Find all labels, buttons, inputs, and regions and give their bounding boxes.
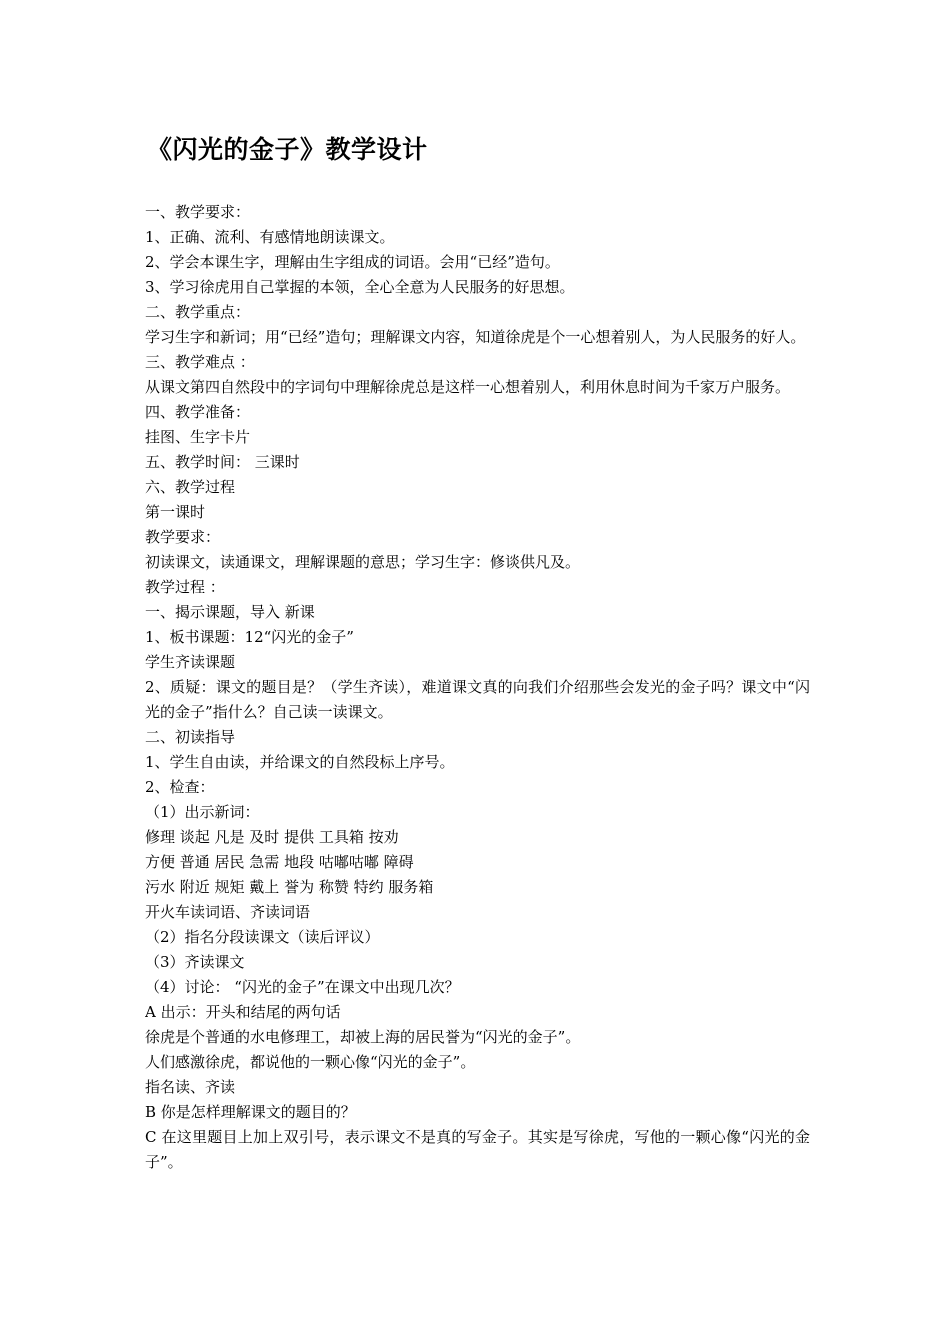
text-paragraph: 2、质疑：课文的题目是？（学生齐读），难道课文真的向我们介绍那些会发光的金子吗？课文中“闪光的金子”指什么？自己读一读课文。 [145,678,810,721]
text-line: 教学要求： [145,528,221,546]
vocabulary-line: 修理 谈起 凡是 及时 提供 工具箱 按劝 [145,828,399,846]
section-heading-key-points: 二、教学重点： [145,303,251,321]
vocabulary-line: 污水 附近 规矩 戴上 誉为 称赞 特约 服务箱 [145,878,434,896]
text-line: 初读课文，读通课文，理解课题的意思；学习生字：修谈供凡及。 [145,553,581,571]
text-paragraph: 学习生字和新词；用“已经”造句；理解课文内容，知道徐虎是个一心想着别人，为人民服务的好人。 [145,328,806,346]
document-title: 《闪光的金子》教学设计 [147,135,428,164]
text-line: 挂图、生字卡片 [145,428,251,446]
text-line: （3）齐读课文 [145,953,245,971]
text-line: 1、学生自由读，并给课文的自然段标上序号。 [145,753,455,771]
text-line: 徐虎是个普通的水电修理工，却被上海的居民誉为“闪光的金子”。 [145,1028,581,1046]
section-heading-process: 六、教学过程 [145,478,236,496]
text-paragraph: 从课文第四自然段中的字词句中理解徐虎总是这样一心想着别人，利用休息时间为千家万户服务。 [145,378,791,396]
text-line: 学生齐读课题 [145,653,236,671]
step-heading: 一、揭示课题，导入 新课 [145,603,315,621]
section-heading-time: 五、教学时间： 三课时 [145,453,300,471]
section-heading-preparation: 四、教学准备： [145,403,251,421]
section-heading-requirements: 一、教学要求： [145,203,251,221]
text-line: 2、检查： [145,778,215,796]
text-line: 1、正确、流利、有感情地朗读课文。 [145,228,395,246]
text-line: （4）讨论： “闪光的金子”在课文中出现几次？ [145,978,460,996]
text-line: 3、学习徐虎用自己掌握的本领，全心全意为人民服务的好思想。 [145,278,575,296]
text-line: 教学过程 ： [145,578,225,596]
lesson-heading: 第一课时 [145,503,206,521]
document-body [145,200,810,1175]
text-line: B 你是怎样理解课文的题目的？ [145,1103,356,1121]
text-line: 指名读、齐读 [145,1078,236,1096]
text-line: （2）指名分段读课文（读后评议） [145,928,380,946]
section-heading-difficulties: 三、教学难点 ： [145,353,255,371]
text-line: （1）出示新词： [145,803,260,821]
step-heading: 二、初读指导 [145,728,236,746]
text-line: A 出示：开头和结尾的两句话 [145,1003,341,1021]
vocabulary-line: 方便 普通 居民 急需 地段 咕嘟咕嘟 障碍 [145,853,414,871]
text-paragraph: C 在这里题目上加上双引号，表示课文不是真的写金子。其实是写徐虎，写他的一颗心像“闪光的金子”。 [145,1128,810,1171]
text-line: 2、学会本课生字，理解由生字组成的词语。会用“已经”造句。 [145,253,560,271]
text-line: 1、板书课题：12“闪光的金子” [145,628,354,646]
text-line: 人们感激徐虎，都说他的一颗心像“闪光的金子”。 [145,1053,476,1071]
text-line: 开火车读词语、齐读词语 [145,903,311,921]
